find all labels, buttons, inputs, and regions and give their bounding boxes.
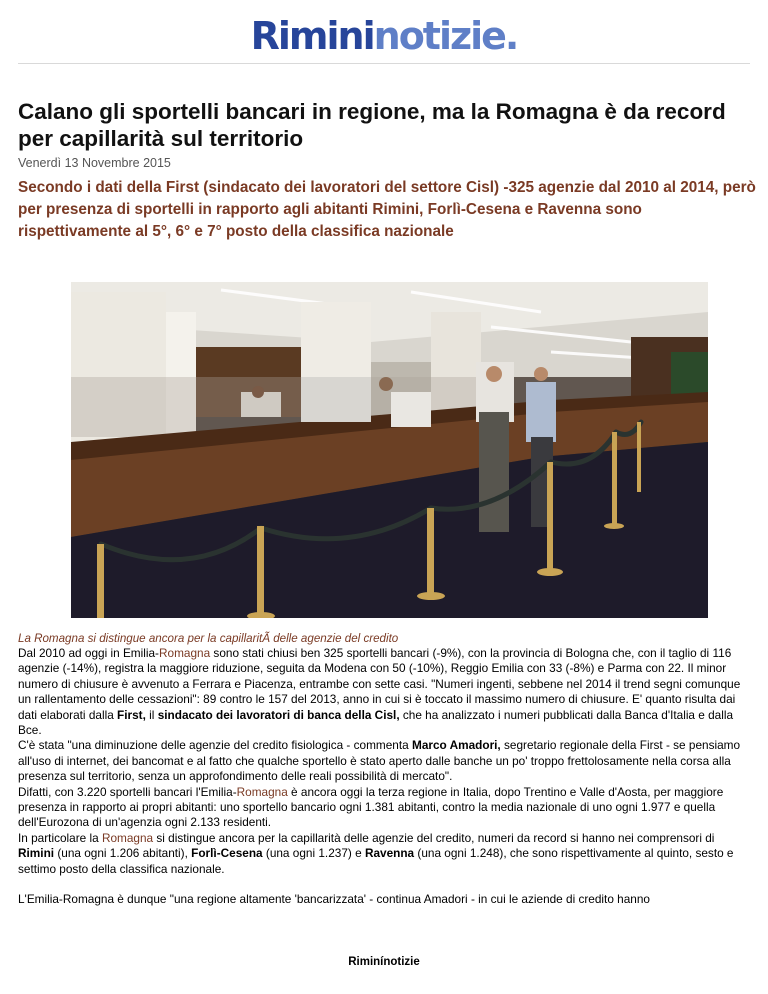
text-run: il [145, 707, 158, 722]
tag-link-romagna[interactable]: Romagna [236, 784, 288, 799]
text-run: (una ogni 1.206 abitanti), [54, 846, 192, 861]
text-run: che ha analizzato i numeri pubblicati dalla Banca d'Italia e dalla Bce. [18, 707, 734, 738]
paragraph-2 [18, 738, 753, 784]
paragraph-5: L'Emilia-Romagna è dunque "una regione altamente 'bancarizzata' - continua Amadori - in cui le aziende di credito hanno [18, 892, 650, 907]
text-run: sono stati chiusi ben 325 sportelli bancari (-9%), con la provincia di Bologna che, con il taglio di 116 agenzie (-14%), registra la maggiore riduzione, seguita da Modena con 50 (-10%), Reggio Emilia con 33 (-8%) e Parma con 22. Il minor numero di chiusure è avvenuto a Ferrara e Piacenza, entrambe con sette casi. "Numeri ingenti, sebbene nel 2014 il trend segni comunque un rallentamento delle cessazioni": 89 contro le 157 del 2013, anno in cui si è toccato il massimo numero di chiusure. E' quanto risulta dai dati elaborati dalla [18, 646, 741, 722]
bold-sindacato: sindacato dei lavoratori di banca della Cisl, [157, 707, 400, 722]
text-run: segretario regionale della First - se pensiamo all'uso di internet, dei bancomat e al fatto che qualche sportello è stato aperto dalle banche un po' troppo frettolosamente nella corsa alla presenza sul territorio, senza un approfondimento delle reali possibilità di mercato". [18, 738, 741, 784]
bold-ravenna: Ravenna [364, 846, 415, 861]
article-photo [71, 282, 708, 618]
logo-part-2: notizie. [373, 14, 518, 58]
text-run: C'è stata "una diminuzione delle agenzie del credito fisiologica - commenta [18, 738, 412, 753]
site-logo[interactable] [0, 14, 768, 58]
article-body [18, 646, 753, 908]
tag-link-romagna[interactable]: Romagna [159, 646, 211, 660]
footer-site-name: Riminínotizie [348, 956, 420, 968]
bold-first: First, [117, 707, 146, 722]
bank-hall-illustration [71, 282, 708, 618]
text-run: è ancora oggi la terza regione in Italia, dopo Trentino e Valle d'Aosta, per maggiore presenza in rapporto ai propri abitanti: uno sportello bancario ogni 1.381 abitanti, contro la media nazionale di uno ogni 1.977 e quella dell'Eurozona di un'agenzia ogni 2.133 residenti. [18, 784, 724, 830]
bold-forli-cesena: Forlì-Cesena [191, 846, 263, 861]
paragraph-1 [18, 646, 753, 738]
logo-part-1: Rimini [250, 14, 374, 58]
text-run: Difatti, con 3.220 sportelli bancari l'Emilia- [18, 784, 237, 799]
image-caption: La Romagna si distingue ancora per la capillaritÃ delle agenzie del credito [18, 632, 399, 645]
article-date: Venerdì 13 Novembre 2015 [18, 156, 171, 170]
paragraph-3 [18, 785, 753, 831]
tag-link-romagna[interactable]: Romagna [101, 830, 154, 845]
text-run: In particolare la [18, 830, 102, 845]
article-title: Calano gli sportelli bancari in regione, ma la Romagna è da record per capillarità sul territorio [18, 99, 726, 151]
paragraph-4 [18, 831, 753, 877]
bold-rimini: Rimini [18, 846, 55, 861]
article-subtitle: Secondo i dati della First (sindacato dei lavoratori del settore Cisl) -325 agenzie dal 2010 al 2014, però per presenza di sportelli in rapporto agli abitanti Rimini, Forlì-Cesena e Ravenna sono rispettivamente al 5°, 6° e 7° posto della classifica nazionale [18, 179, 756, 240]
bold-amadori: Marco Amadori, [412, 738, 501, 753]
text-run: (una ogni 1.237) e [262, 846, 365, 861]
header-divider [18, 63, 750, 64]
text-run: Dal 2010 ad oggi in Emilia- [18, 646, 159, 660]
text-run: (una ogni 1.248), che sono rispettivamente al quinto, sesto e settimo posto della classifica nazionale. [18, 846, 734, 876]
text-run: si distingue ancora per la capillarità delle agenzie del credito, numeri da record si hanno nei comprensori di [153, 830, 715, 845]
